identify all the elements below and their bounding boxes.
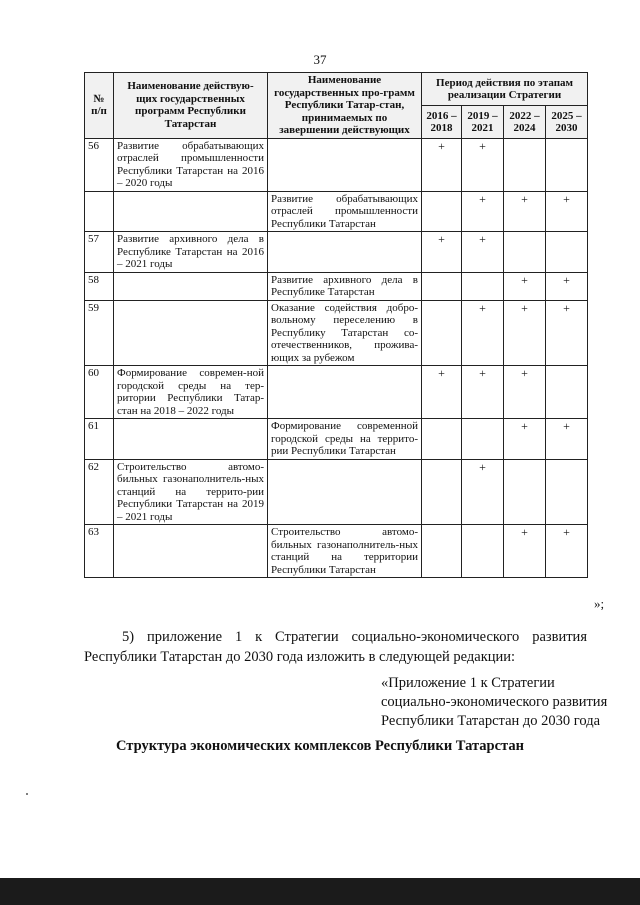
new-program xyxy=(268,232,422,273)
period-mark xyxy=(546,459,588,525)
period-mark: + xyxy=(546,419,588,460)
new-program: Оказание содействия добро-вольному переселению в Республику Татарстан со-отечественников, прожива-ющих за рубежом xyxy=(268,300,422,366)
period-mark xyxy=(462,525,504,578)
table-row xyxy=(85,525,588,578)
period-mark: + xyxy=(462,300,504,366)
row-number: 60 xyxy=(85,366,114,419)
row-number xyxy=(85,191,114,232)
new-program: Строительство автомо-бильных газонаполнитель-ных станций на территории Республики Татарстан xyxy=(268,525,422,578)
period-mark xyxy=(422,300,462,366)
period-mark xyxy=(422,419,462,460)
current-program: Развитие обрабатывающих отраслей промышленности Республики Татарстан на 2016 – 2020 годы xyxy=(114,138,268,191)
section-title: Структура экономических комплексов Республики Татарстан xyxy=(116,738,524,754)
table-header-row xyxy=(85,73,588,106)
table-row xyxy=(85,300,588,366)
period-mark: + xyxy=(504,300,546,366)
period-mark xyxy=(422,459,462,525)
table-row xyxy=(85,191,588,232)
table-row xyxy=(85,366,588,419)
period-mark: + xyxy=(546,300,588,366)
new-program: Развитие архивного дела в Республике Татарстан xyxy=(268,272,422,300)
period-mark: + xyxy=(462,232,504,273)
period-mark xyxy=(422,525,462,578)
current-program xyxy=(114,191,268,232)
period-mark: + xyxy=(422,232,462,273)
page-number: 37 xyxy=(313,52,327,67)
table-row xyxy=(85,459,588,525)
header-period: Период действия по этапам реализации Стратегии xyxy=(422,73,588,106)
strategy-programs-table xyxy=(84,72,588,578)
current-program xyxy=(114,272,268,300)
current-program: Развитие архивного дела в Республике Татарстан на 2016 – 2021 годы xyxy=(114,232,268,273)
header-year: 2025 – 2030 xyxy=(546,106,588,138)
period-mark: + xyxy=(546,191,588,232)
annex-line: Республики Татарстан до 2030 года xyxy=(381,713,601,729)
new-program: Формирование современной городской среды на террито-рии Республики Татарстан xyxy=(268,419,422,460)
period-mark: + xyxy=(504,525,546,578)
row-number: 56 xyxy=(85,138,114,191)
period-mark xyxy=(546,138,588,191)
period-mark: + xyxy=(504,366,546,419)
period-mark xyxy=(504,459,546,525)
period-mark: + xyxy=(504,272,546,300)
annex-line: социально-экономического развития xyxy=(381,694,608,710)
row-number: 57 xyxy=(85,232,114,273)
period-mark: + xyxy=(504,191,546,232)
row-number: 58 xyxy=(85,272,114,300)
table-row xyxy=(85,419,588,460)
new-program xyxy=(268,138,422,191)
header-num: № п/п xyxy=(85,73,114,139)
row-number: 61 xyxy=(85,419,114,460)
annex-heading xyxy=(381,674,621,731)
period-mark: + xyxy=(462,459,504,525)
period-mark xyxy=(546,366,588,419)
period-mark xyxy=(462,419,504,460)
period-mark xyxy=(546,232,588,273)
header-current-programs: Наименование действую-щих государственных программ Республики Татарстан xyxy=(114,73,268,139)
period-mark xyxy=(422,191,462,232)
row-number: 63 xyxy=(85,525,114,578)
amendment-paragraph: 5) приложение 1 к Стратегии социально-экономического развития Республики Татарстан до 2030 года изложить в следующей редакции: xyxy=(84,629,587,665)
scan-speck xyxy=(26,793,28,795)
period-mark: + xyxy=(422,138,462,191)
period-mark xyxy=(504,138,546,191)
row-number: 62 xyxy=(85,459,114,525)
current-program xyxy=(114,525,268,578)
period-mark: + xyxy=(546,525,588,578)
header-new-programs: Наименование государственных про-грамм Республики Татар-стан, принимаемых по завершении действующих xyxy=(268,73,422,139)
period-mark: + xyxy=(462,191,504,232)
annex-line: «Приложение 1 к Стратегии xyxy=(381,675,555,691)
period-mark: + xyxy=(462,138,504,191)
period-mark xyxy=(422,272,462,300)
current-program: Строительство автомо-бильных газонаполнитель-ных станций на террито-рии Республики Татарстан на 2019 – 2021 годы xyxy=(114,459,268,525)
table-row xyxy=(85,272,588,300)
table-row xyxy=(85,138,588,191)
table-closing-quote: »; xyxy=(594,596,605,611)
scan-bottom-edge xyxy=(0,878,640,905)
new-program xyxy=(268,366,422,419)
period-mark xyxy=(462,272,504,300)
period-mark xyxy=(504,232,546,273)
new-program: Развитие обрабатывающих отраслей промышленности Республики Татарстан xyxy=(268,191,422,232)
period-mark: + xyxy=(422,366,462,419)
current-program xyxy=(114,419,268,460)
header-year: 2019 – 2021 xyxy=(462,106,504,138)
header-year: 2022 – 2024 xyxy=(504,106,546,138)
period-mark: + xyxy=(462,366,504,419)
current-program xyxy=(114,300,268,366)
row-number: 59 xyxy=(85,300,114,366)
period-mark: + xyxy=(546,272,588,300)
table-row xyxy=(85,232,588,273)
period-mark: + xyxy=(504,419,546,460)
current-program: Формирование современ-ной городской среды на тер-ритории Республики Татар-стан на 2018 – 2022 годы xyxy=(114,366,268,419)
header-year: 2016 – 2018 xyxy=(422,106,462,138)
new-program xyxy=(268,459,422,525)
